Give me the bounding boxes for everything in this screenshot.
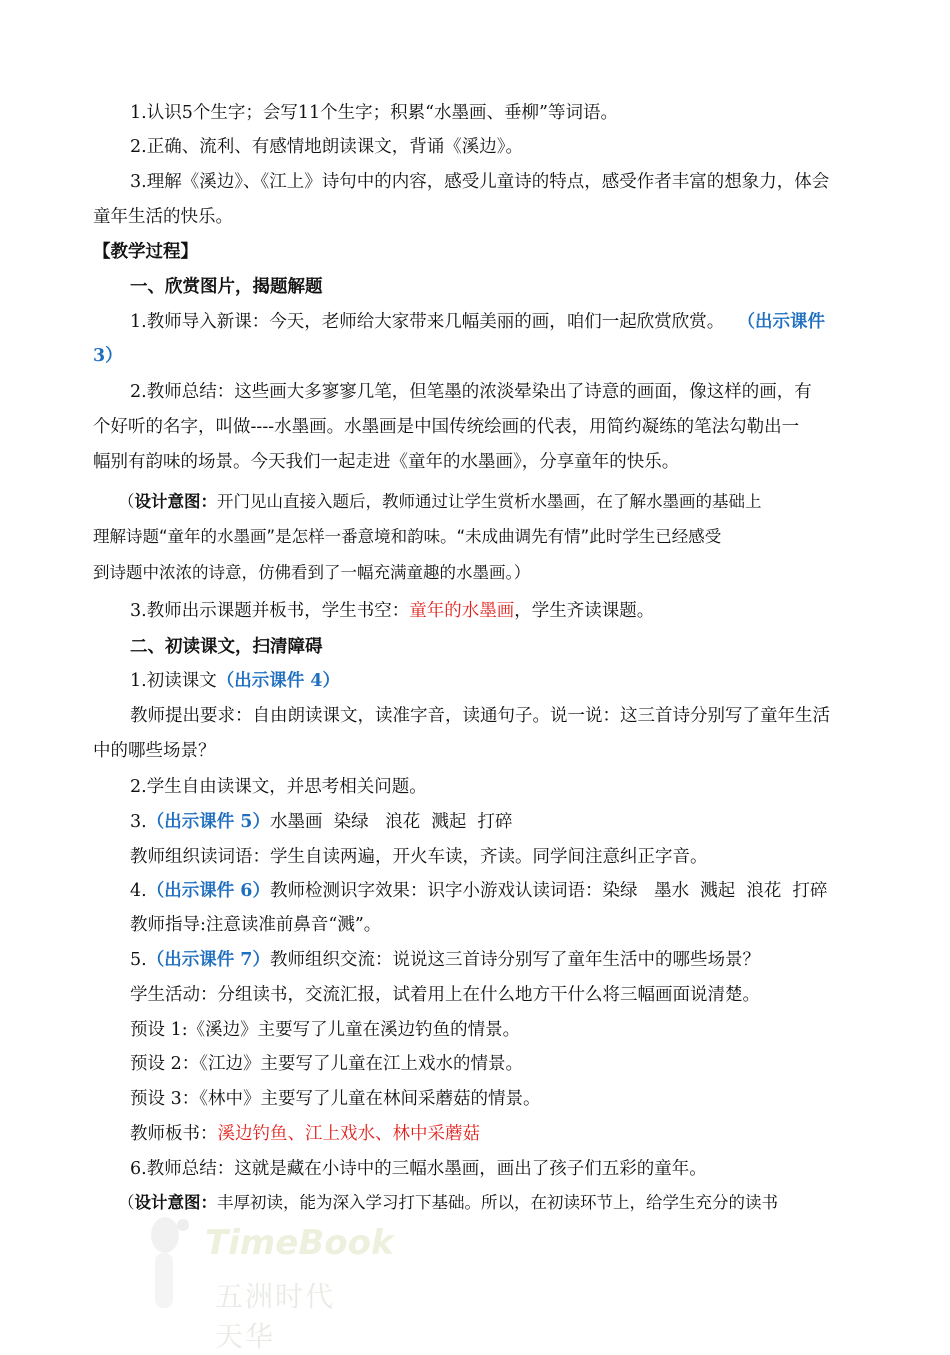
courseware-tag: （出示课件 xyxy=(746,312,825,332)
objective-1: 1.认识5个生字；会写11个生字；积累“水墨画、垂柳”等词语。 xyxy=(130,103,618,123)
watermark-subtitle: 五洲时代天华 xyxy=(215,1280,336,1353)
s2-student-activity: 学生活动：分组读书，交流汇报，试着用上在什么地方干什么将三幅画面说清楚。 xyxy=(130,985,760,1005)
teacher-board: 教师板书：溪边钓鱼、江上戏水、林中采蘑菇 xyxy=(130,1124,480,1144)
design-intent-label: 设计意图： xyxy=(134,492,217,511)
s2-paragraph-6: 6.教师总结：这就是藏在小诗中的三幅水墨画，画出了孩子们五彩的童年。 xyxy=(130,1159,707,1179)
courseware-tag-cont: 3） xyxy=(93,346,123,366)
s2-paragraph-1: 1.初读课文（出示课件 4） xyxy=(130,671,340,691)
s1-paragraph-1: 1.教师导入新课：今天，老师给大家带来几幅美丽的画，咱们一起欣赏欣赏。 （出示课件 xyxy=(130,312,825,332)
section2-title: 二、初读课文，扫清障碍 xyxy=(130,637,323,657)
s2-organize-reading: 教师组织读词语：学生自读两遍，开火车读，齐读。同学间注意纠正字音。 xyxy=(130,847,708,867)
objective-3: 3.理解《溪边》、《江上》诗句中的内容，感受儿童诗的特点，感受作者丰富的想象力，体会 xyxy=(130,172,830,192)
watermark-logo xyxy=(125,1205,394,1353)
watermark-figure-icon xyxy=(125,1205,205,1325)
watermark-brand: TimeBook xyxy=(205,1223,394,1263)
s1-paragraph-2-line2: 个好听的名字，叫做----水墨画。水墨画是中国传统绘画的代表，用简约凝练的笔法勾勒出一 xyxy=(93,417,800,437)
design-intent-1-line3: 到诗题中浓浓的诗意，仿佛看到了一幅充满童趣的水墨画。） xyxy=(93,563,531,582)
design-intent-1: （设计意图：开门见山直接入题后，教师通过让学生赏析水墨画，在了解水墨画的基础上 xyxy=(118,492,762,511)
s2-paragraph-4: 4.（出示课件 6）教师检测识字效果：识字小游戏认读词语：染绿 墨水 溅起 浪花 打碎 xyxy=(130,881,828,901)
design-intent-1-line2: 理解诗题“童年的水墨画”是怎样一番意境和韵味。“未成曲调先有情”此时学生已经感受 xyxy=(93,527,722,546)
s2-requirement-line2: 中的哪些场景？ xyxy=(93,741,216,761)
s2-paragraph-3: 3.（出示课件 5）水墨画 染绿 浪花 溅起 打碎 xyxy=(130,812,513,832)
objective-2: 2.正确、流利、有感情地朗读课文，背诵《溪边》。 xyxy=(130,137,523,157)
s2-guidance: 教师指导:注意读准前鼻音“溅”。 xyxy=(130,915,382,935)
objective-3-cont: 童年生活的快乐。 xyxy=(93,207,233,227)
courseware-tag: （出示课件 6） xyxy=(146,881,270,901)
design-intent-label: 设计意图： xyxy=(134,1193,217,1212)
preset-3: 预设 3：《林中》主要写了儿童在林间采蘑菇的情景。 xyxy=(130,1089,541,1109)
s1-paragraph-2-line1: 2.教师总结：这些画大多寥寥几笔，但笔墨的浓淡晕染出了诗意的画面，像这样的画，有 xyxy=(130,382,812,402)
preset-2: 预设 2：《江边》主要写了儿童在江上戏水的情景。 xyxy=(130,1054,523,1074)
s1-paragraph-3: 3.教师出示课题并板书，学生书空：童年的水墨画，学生齐读课题。 xyxy=(130,601,655,621)
s2-paragraph-2: 2.学生自由读课文，并思考相关问题。 xyxy=(130,777,427,797)
lesson-title-board: 童年的水墨画 xyxy=(409,601,515,621)
courseware-tag: （出示课件 4） xyxy=(216,671,340,691)
s2-requirement-line1: 教师提出要求：自由朗读课文，读准字音，读通句子。说一说：这三首诗分别写了童年生活 xyxy=(130,706,830,726)
vocabulary-words: 水墨画 染绿 浪花 溅起 打碎 xyxy=(269,812,513,832)
courseware-tag: （出示课件 5） xyxy=(146,812,270,832)
board-scenes: 溪边钓鱼、江上戏水、林中采蘑菇 xyxy=(217,1124,480,1144)
process-heading: 【教学过程】 xyxy=(93,242,198,262)
section1-title: 一、欣赏图片，揭题解题 xyxy=(130,277,323,297)
design-intent-2: （设计意图：丰厚初读，能为深入学习打下基础。所以，在初读环节上，给学生充分的读书 xyxy=(118,1193,778,1212)
preset-1: 预设 1:《溪边》主要写了儿童在溪边钓鱼的情景。 xyxy=(130,1020,521,1040)
s1-paragraph-2-line3: 幅别有韵味的场景。今天我们一起走进《童年的水墨画》，分享童年的快乐。 xyxy=(93,452,680,472)
courseware-tag: （出示课件 7） xyxy=(146,950,270,970)
s2-paragraph-5: 5.（出示课件 7）教师组织交流：说说这三首诗分别写了童年生活中的哪些场景？ xyxy=(130,950,760,970)
